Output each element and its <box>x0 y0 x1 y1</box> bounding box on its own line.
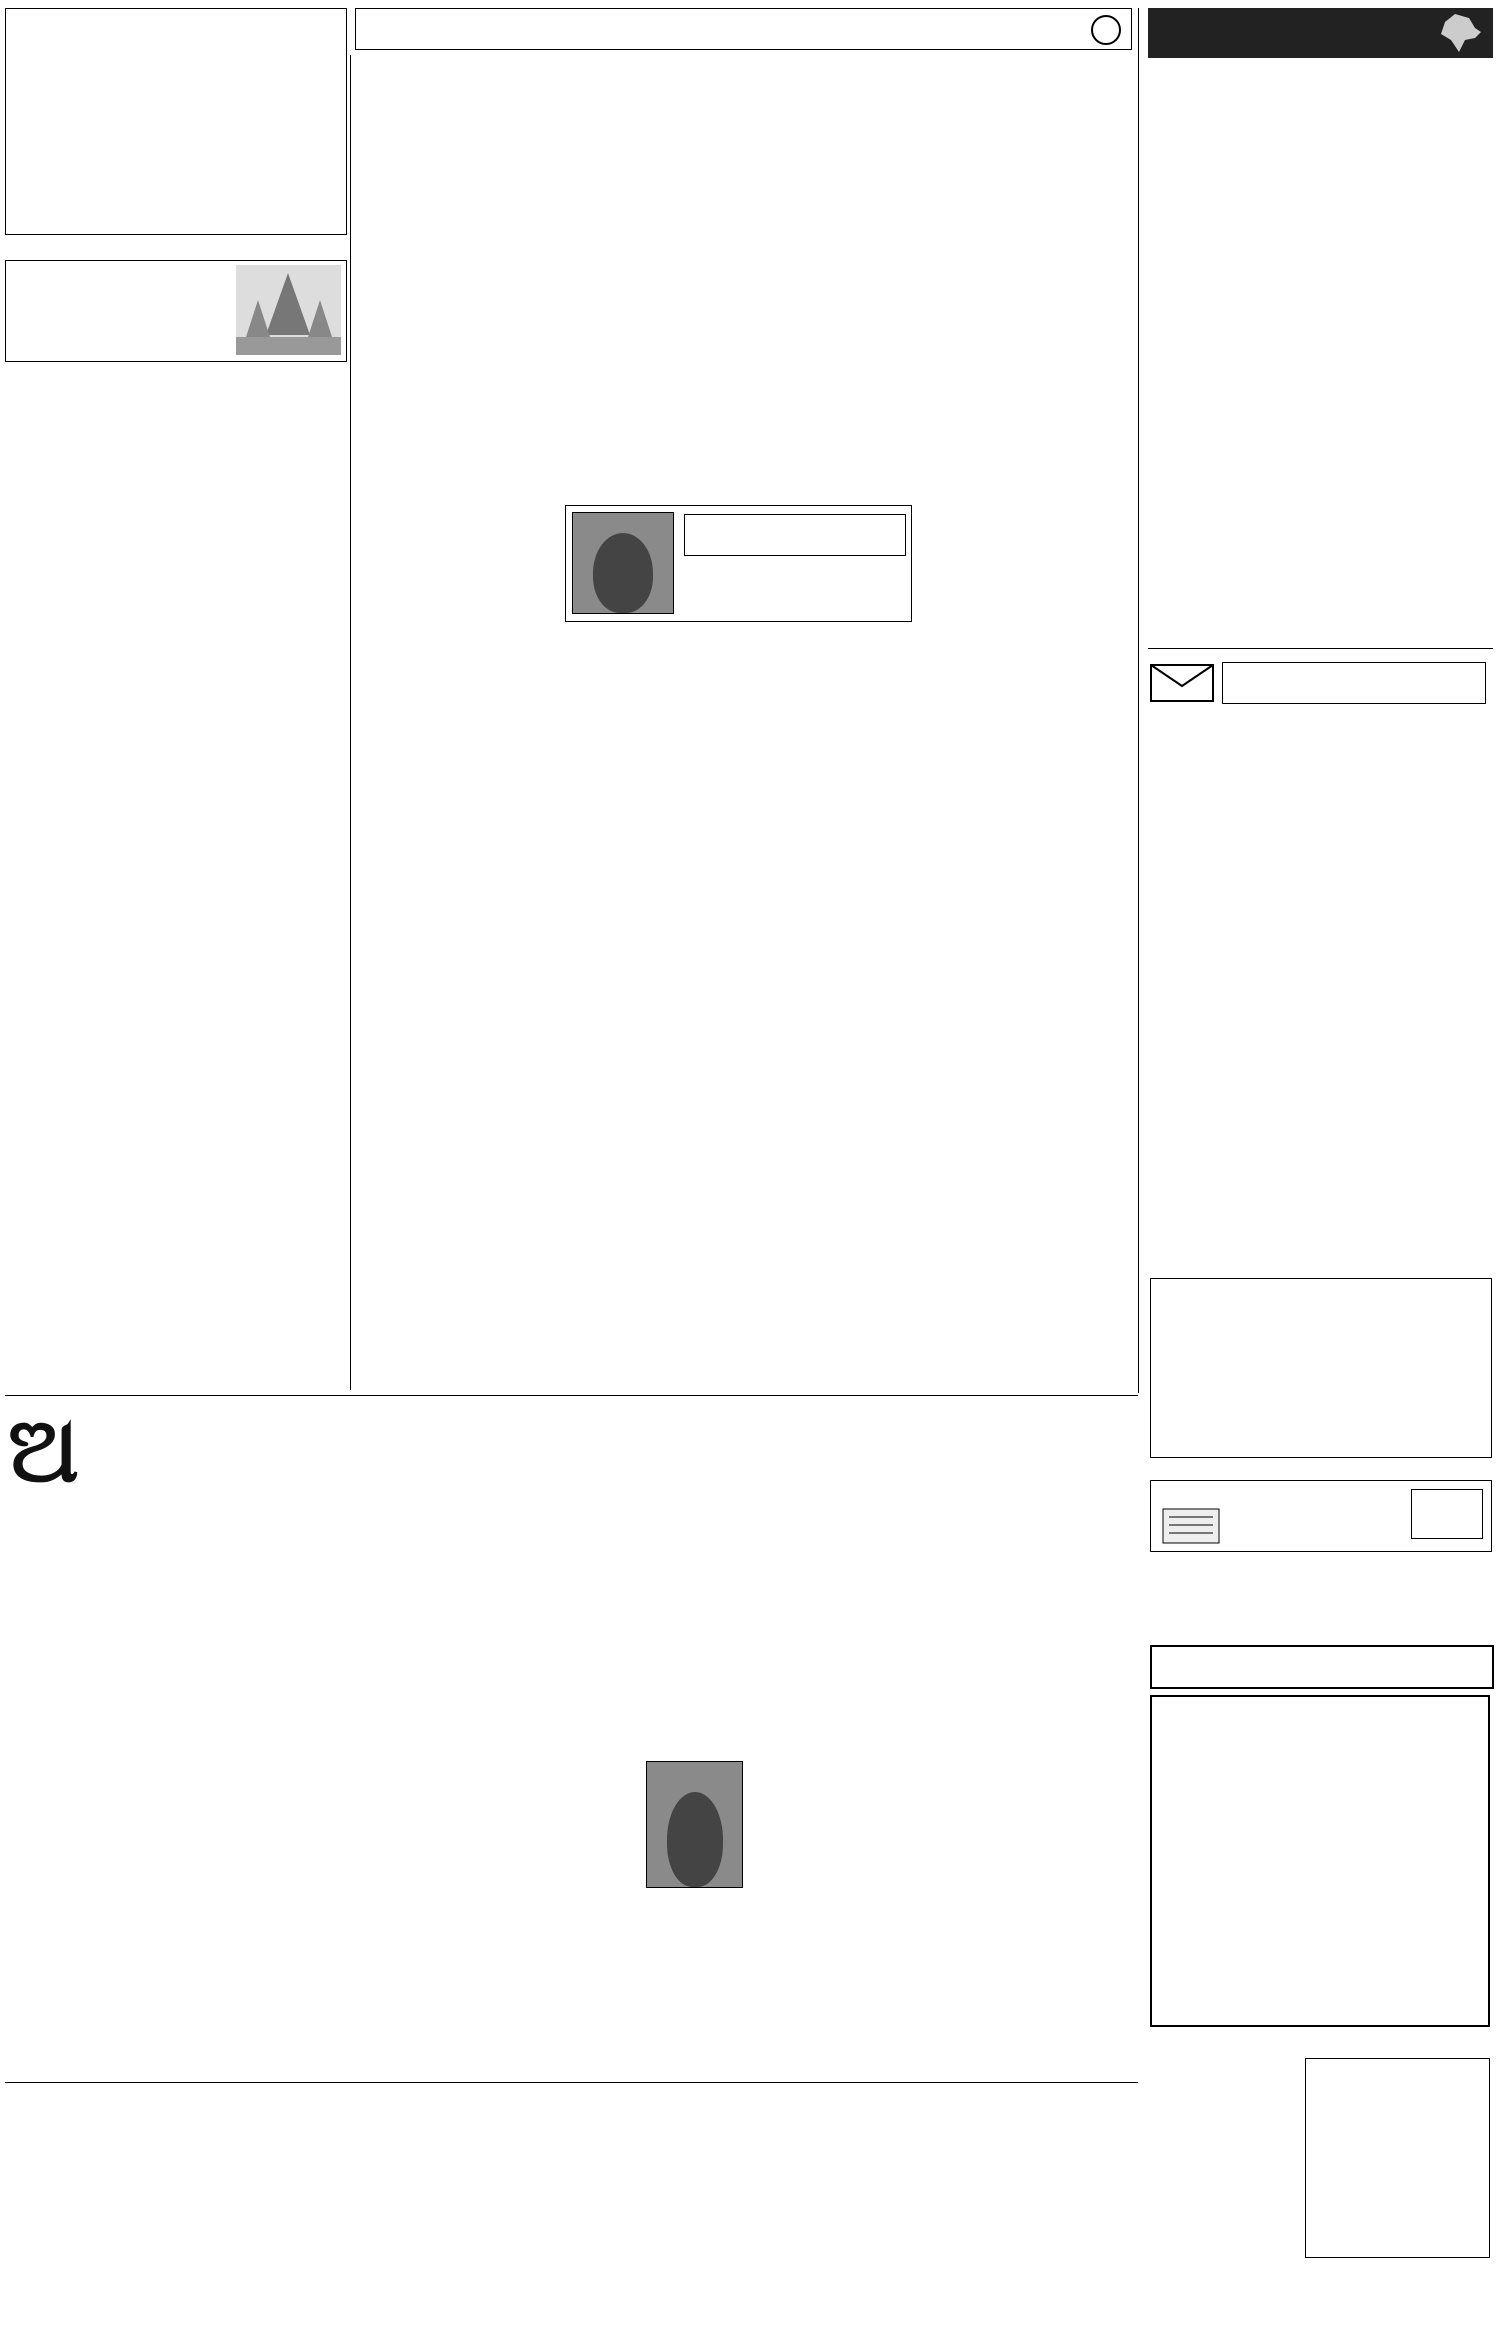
letter2-body <box>1152 1048 1490 1248</box>
column-title <box>684 514 906 556</box>
main-article-col-3 <box>868 170 1130 1380</box>
twenty-five-years-date <box>1411 1489 1483 1539</box>
sudoku-solution <box>1305 2058 1490 2278</box>
sudoku-notes <box>1152 2062 1302 2302</box>
sudoku-header <box>1150 1645 1494 1689</box>
district-diary-box <box>5 260 347 362</box>
sudoku-puzzle <box>1150 1695 1490 2027</box>
ei-bharatare-header <box>1148 8 1493 58</box>
column-box <box>565 505 912 622</box>
main-article-col-1 <box>358 170 603 1380</box>
envelope-icon <box>1150 664 1214 702</box>
quote-banner <box>355 8 1132 50</box>
sudoku-solution-grid <box>1305 2058 1490 2258</box>
arunachal-author-photo <box>646 1761 743 1888</box>
twenty-five-years-box <box>1150 1480 1492 1552</box>
emblem-icon <box>1091 15 1121 45</box>
arunachal-author-box <box>640 1755 970 1895</box>
letters-title <box>1222 662 1486 704</box>
arunachal-intro <box>95 1408 345 1498</box>
arunachal-col-3 <box>755 1518 1130 1748</box>
newspaper-icon <box>1161 1507 1221 1545</box>
drop-cap: ଅ <box>8 1398 80 1503</box>
contact-box <box>1150 1278 1492 1458</box>
district-article-body <box>8 475 343 1360</box>
author-photo <box>572 512 674 614</box>
temple-illustration <box>236 265 341 355</box>
main-article-col-2b <box>612 630 860 1380</box>
india-map-icon <box>1435 12 1485 54</box>
letters-header <box>1150 658 1490 706</box>
chirantani-box <box>5 8 347 235</box>
ei-bharatare-body <box>1150 70 1493 640</box>
main-article-col-2 <box>612 170 860 500</box>
sudoku-grid <box>1150 1695 1490 2027</box>
arunachal-col-3c <box>755 1900 1130 2055</box>
arunachal-col-3b <box>975 1755 1130 1900</box>
arunachal-col-1 <box>8 1500 345 2070</box>
letter1-body <box>1152 780 1490 975</box>
